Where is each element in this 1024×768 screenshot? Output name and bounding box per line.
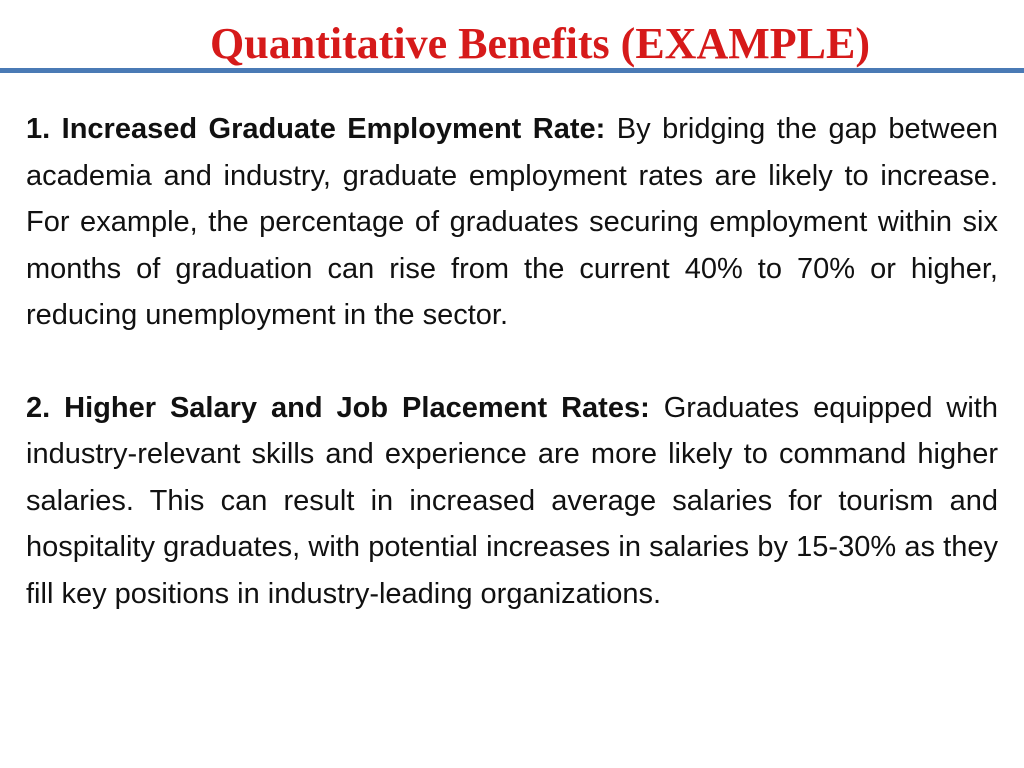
benefit-heading-1: 1. Increased Graduate Employment Rate:	[26, 113, 606, 145]
benefit-point-2	[26, 385, 998, 618]
slide-title: Quantitative Benefits (EXAMPLE)	[210, 19, 870, 68]
slide-content	[26, 106, 998, 663]
benefit-body-2: Graduates equipped with industry-relevant skills and experience are more likely to command higher salaries. This can result in increased average salaries for tourism and hospitality graduates, with potential increases in salaries by 15-30% as they fill key positions in industry-leading organizations.	[26, 391, 998, 610]
benefit-point-1	[26, 106, 998, 339]
title-divider	[0, 68, 1024, 73]
benefit-heading-2: 2. Higher Salary and Job Placement Rates:	[26, 391, 650, 424]
benefit-body-1: By bridging the gap between academia and industry, graduate employment rates are likely to increase. For example, the percentage of graduates securing employment within six months of graduation can rise from the current 40% to 70% or higher, reducing unemployment in the sector.	[26, 113, 998, 331]
